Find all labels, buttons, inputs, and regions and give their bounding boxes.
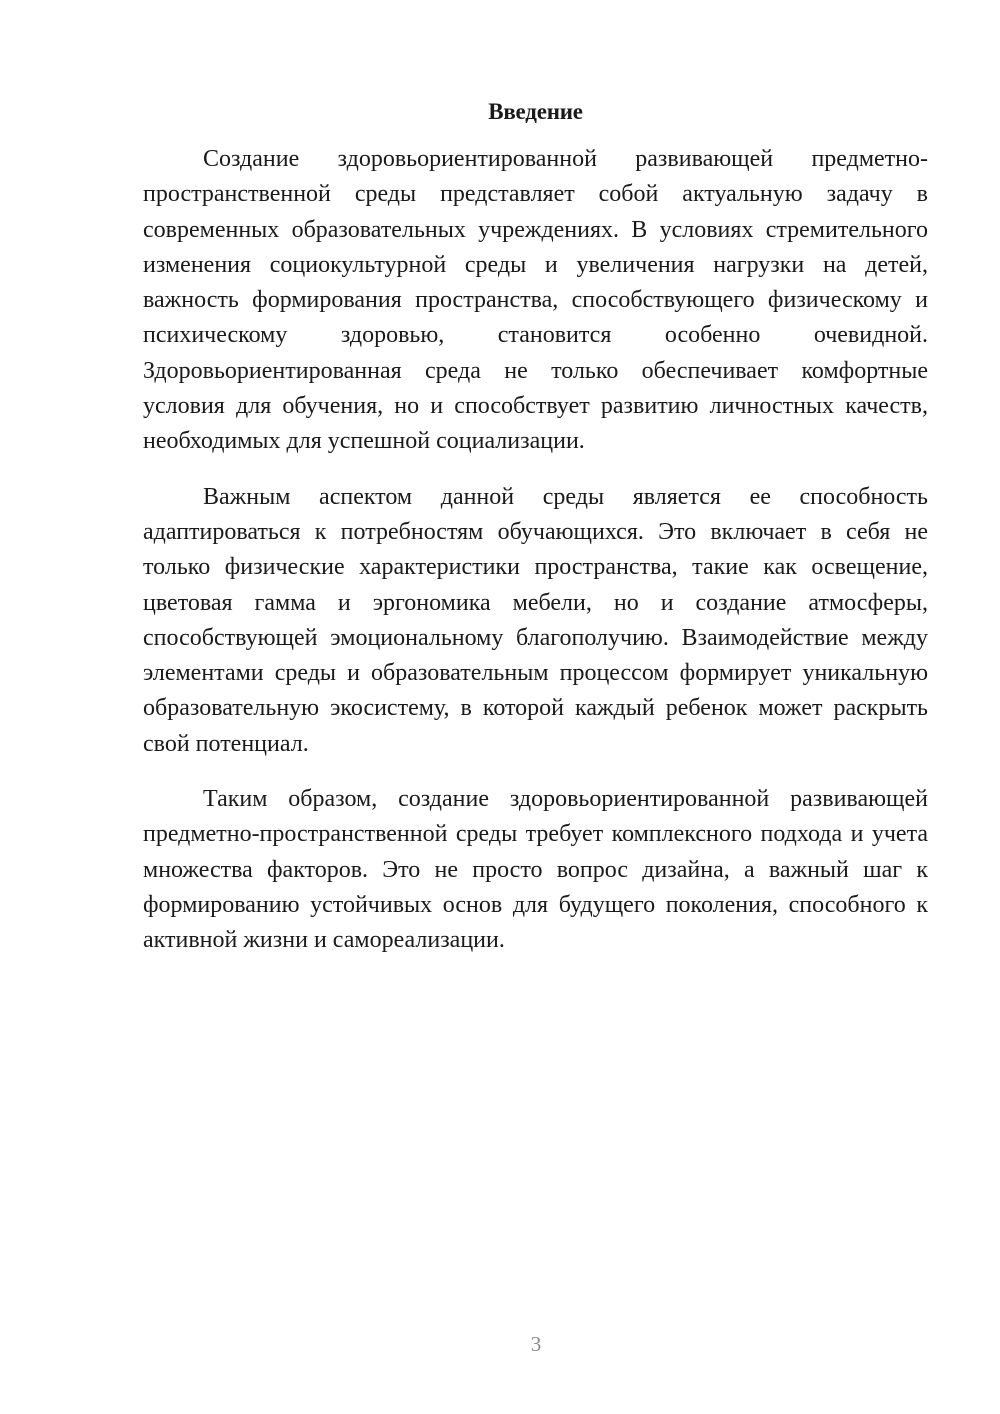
paragraph-2: Важным аспектом данной среды является ее способность адаптироваться к потребностям обучающихся. Это включает в себя не только физические характеристики пространства, такие как освещение, цветовая гамма и эргономика мебели, но и создание атмосферы, способствующей эмоциональному благополучию. Взаимодействие между элементами среды и образовательным процессом формирует уникальную образовательную экосистему, в которой каждый ребенок может раскрыть свой потенциал. [143, 483, 928, 757]
page-content [143, 96, 928, 959]
paragraph-3: Таким образом, создание здоровьориентированной развивающей предметно-пространственной среды требует комплексного подхода и учета множества факторов. Это не просто вопрос дизайна, а важный шаг к формированию устойчивых основ для будущего поколения, способного к активной жизни и самореализации. [143, 786, 928, 954]
paragraph-1: Создание здоровьориентированной развивающей предметно-пространственной среды представляет собой актуальную задачу в современных образовательных учреждениях. В условиях стремительного изменения социокультурной среды и увеличения нагрузки на детей, важность формирования пространства, способствующего физическому и психическому здоровью, становится особенно очевидной. Здоровьориентированная среда не только обеспечивает комфортные условия для обучения, но и способствует развитию личностных качеств, необходимых для успешной социализации. [143, 146, 928, 455]
page-number: 3 [530, 1332, 542, 1356]
section-heading: Введение [488, 99, 583, 124]
